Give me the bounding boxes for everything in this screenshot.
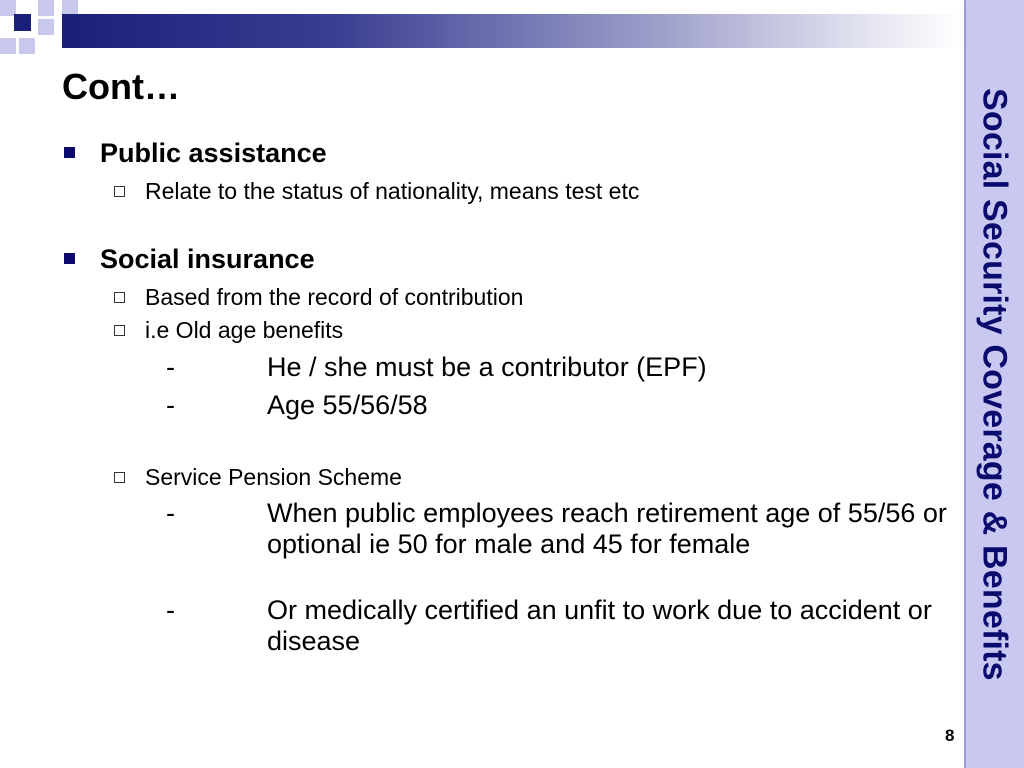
dash-marker: -	[166, 498, 175, 528]
slide-title: Cont…	[62, 66, 180, 107]
square-bullet-icon	[64, 253, 75, 264]
dash-marker: -	[166, 595, 175, 625]
sub-bullet-old-age	[145, 317, 343, 344]
dash-item-retirement	[166, 498, 947, 560]
sub-bullet-nationality	[145, 178, 639, 205]
sub-bullet-text: i.e Old age benefits	[145, 317, 344, 343]
bullet-heading: Social insurance	[100, 244, 315, 274]
sub-bullet-text: Service Pension Scheme	[145, 464, 402, 490]
dash-item-medical	[166, 595, 947, 657]
dash-item-text: When public employees reach retirement age of 55/56 or optional ie 50 for male and 45 for female	[267, 498, 947, 559]
dash-item-contributor	[166, 352, 947, 383]
sub-bullet-contribution	[145, 284, 523, 311]
square-bullet-icon	[64, 147, 75, 158]
dash-marker: -	[166, 390, 175, 420]
page-number: 8	[945, 726, 955, 745]
side-title: Social Security Coverage & Benefits	[975, 87, 1014, 681]
sub-bullet-text: Based from the record of contribution	[145, 284, 524, 310]
hollow-square-bullet-icon	[114, 325, 125, 336]
sub-bullet-pension	[145, 464, 402, 491]
bullet-heading: Public assistance	[100, 138, 327, 168]
dash-item-age	[166, 390, 947, 421]
hollow-square-bullet-icon	[114, 292, 125, 303]
dash-marker: -	[166, 352, 175, 382]
top-gradient-bar	[62, 14, 964, 48]
dash-item-text: Age 55/56/58	[267, 390, 428, 420]
dash-item-text: He / she must be a contributor (EPF)	[267, 352, 707, 382]
hollow-square-bullet-icon	[114, 472, 125, 483]
dash-item-text: Or medically certified an unfit to work due to accident or disease	[267, 595, 932, 656]
sub-bullet-text: Relate to the status of nationality, means test etc	[145, 178, 640, 204]
bullet-social-insurance	[100, 244, 315, 275]
bullet-public-assistance	[100, 138, 327, 169]
hollow-square-bullet-icon	[114, 186, 125, 197]
